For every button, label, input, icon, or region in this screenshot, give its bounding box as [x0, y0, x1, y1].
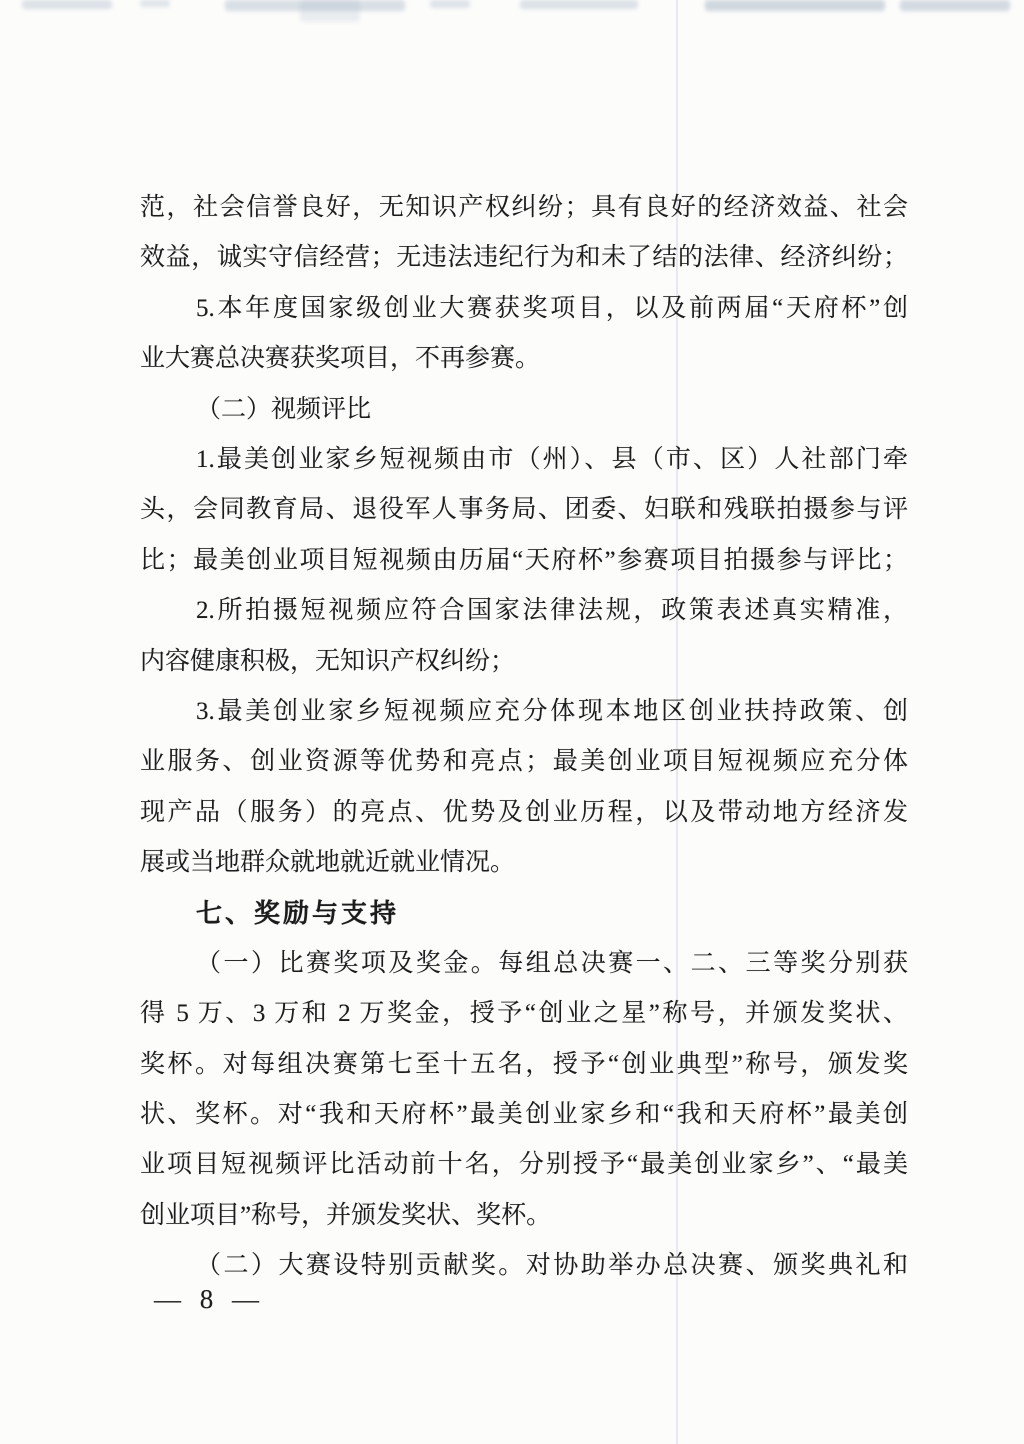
text-line: 效益，诚实守信经营；无违法违纪行为和未了结的法律、经济纠纷；: [140, 244, 908, 272]
text-line: 奖杯。对每组决赛第七至十五名，授予“创业典型”称号，颁发奖: [140, 1050, 908, 1078]
text-line: 1.最美创业家乡短视频由市（州）、县（市、区）人社部门牵: [196, 445, 908, 473]
text-line: 业服务、创业资源等优势和亮点；最美创业项目短视频应充分体: [140, 748, 908, 776]
text-line: 5.本年度国家级创业大赛获奖项目，以及前两届“天府杯”创: [196, 294, 908, 322]
text-line: （二）大赛设特别贡献奖。对协助举办总决赛、颁奖典礼和: [196, 1252, 908, 1280]
text-line: 范，社会信誉良好，无知识产权纠纷；具有良好的经济效益、社会: [140, 194, 908, 221]
text-line: 业大赛总决赛获奖项目，不再参赛。: [140, 345, 541, 373]
text-line: （二）视频评比: [196, 395, 372, 423]
text-line: 创业项目”称号，并颁发奖状、奖杯。: [140, 1201, 552, 1229]
scan-smudge: [300, 0, 360, 22]
text-line: （一）比赛奖项及奖金。每组总决赛一、二、三等奖分别获: [196, 949, 908, 977]
text-line: 业项目短视频评比活动前十名，分别授予“最美创业家乡”、“最美: [140, 1151, 908, 1179]
scan-smudge: [520, 0, 638, 9]
text-line: 3.最美创业家乡短视频应充分体现本地区创业扶持政策、创: [196, 697, 908, 725]
scan-smudge: [900, 0, 1010, 11]
text-line: 展或当地群众就地就近就业情况。: [140, 849, 516, 877]
page-number: — 8 —: [154, 1284, 265, 1314]
text-line: 现产品（服务）的亮点、优势及创业历程，以及带动地方经济发: [140, 798, 908, 826]
scan-smudge: [22, 0, 112, 9]
text-line: 内容健康积极，无知识产权纠纷；: [140, 647, 516, 675]
scan-smudge: [140, 0, 170, 7]
scan-smudge: [705, 0, 885, 11]
text-line: 得 5 万、3 万和 2 万奖金，授予“创业之星”称号，并颁发奖状、: [140, 1000, 908, 1028]
text-line: 头，会同教育局、退役军人事务局、团委、妇联和残联拍摄参与评: [140, 496, 908, 524]
text-line: 2.所拍摄短视频应符合国家法律法规，政策表述真实精准，: [196, 597, 908, 625]
section-heading: 七、奖励与支持: [196, 898, 400, 929]
document-lines: [140, 183, 908, 1292]
text-line: 比；最美创业项目短视频由历届“天府杯”参赛项目拍摄参与评比；: [140, 546, 908, 574]
text-line: 状、奖杯。对“我和天府杯”最美创业家乡和“我和天府杯”最美创: [140, 1101, 908, 1129]
scan-smudge: [430, 0, 470, 8]
